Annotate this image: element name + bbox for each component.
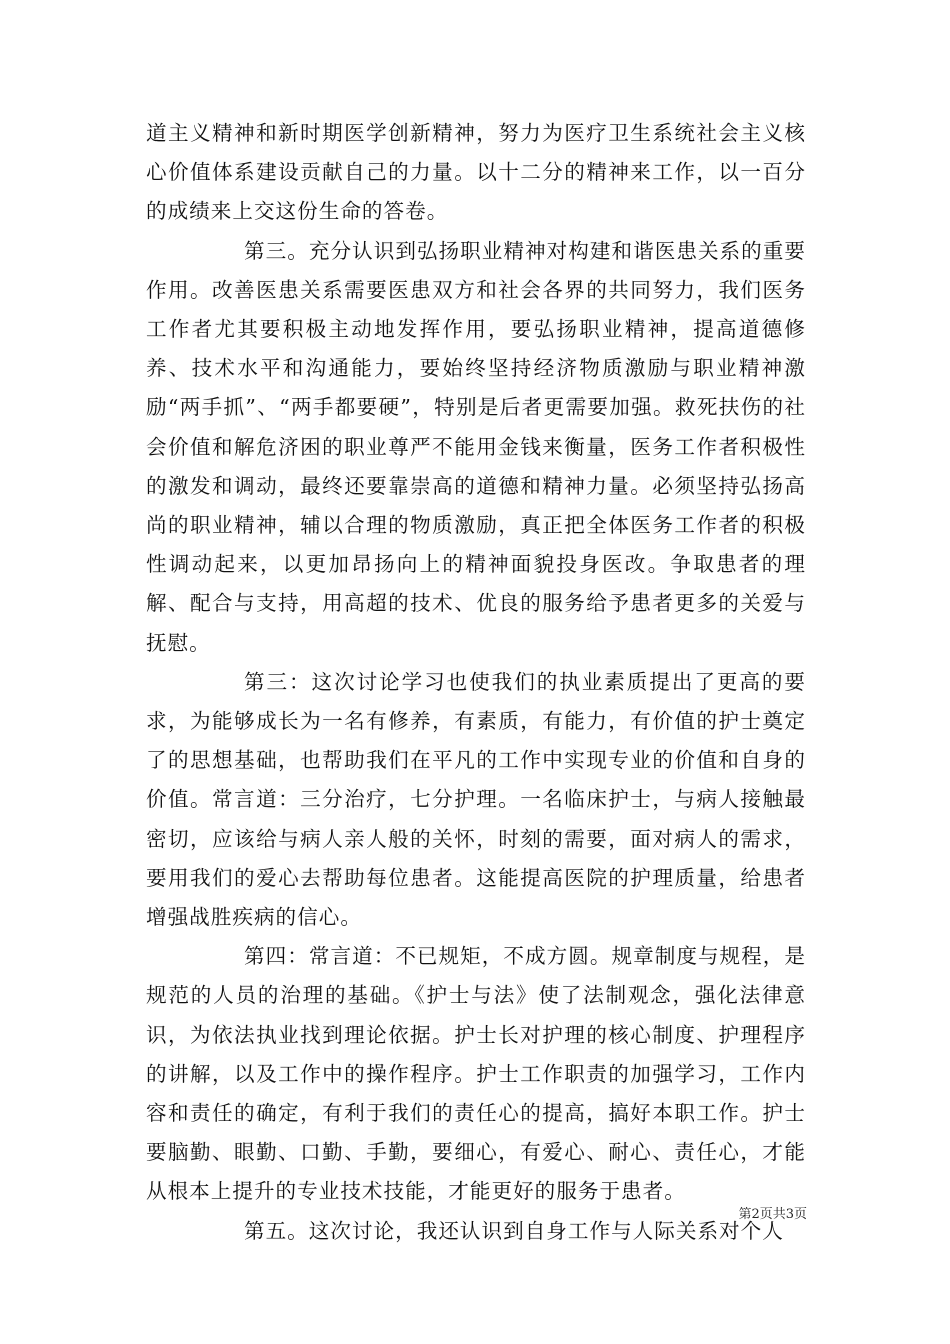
document-body: [146, 114, 806, 1251]
paragraph-fourth-rules: 第四：常言道：不已规矩，不成方圆。规章制度与规程，是规范的人员的治理的基础。《护士与法》使了法制观念，强化法律意识，为依法执业找到理论依据。护士长对护理的核心制度、护理程序的讲解，以及工作中的操作程序。护士工作职责的加强学习，工作内容和责任的确定，有利于我们的责任心的提高，搞好本职工作。护士要脑勤、眼勤、口勤、手勤，要细心，有爱心、耐心、责任心，才能从根本上提升的专业技术技能，才能更好的服务于患者。: [146, 944, 806, 1204]
paragraph-fifth-relationships: 第五。这次讨论，我还认识到自身工作与人际关系对个人: [244, 1218, 784, 1243]
paragraph-third-professional-spirit: 第三。充分认识到弘扬职业精神对构建和谐医患关系的重要作用。改善医患关系需要医患双方和社会各界的共同努力，我们医务工作者尤其要积极主动地发挥作用，要弘扬职业精神，提高道德修养、技术水平和沟通能力，要始终坚持经济物质激励与职业精神激励“两手抓”、“两手都要硬”，特别是后者更需要加强。救死扶伤的社会价值和解危济困的职业尊严不能用金钱来衡量，医务工作者积极性的激发和调动，最终还要靠崇高的道德和精神力量。必须坚持弘扬高尚的职业精神，辅以合理的物质激励，真正把全体医务工作者的积极性调动起来，以更加昂扬向上的精神面貌投身医改。争取患者的理解、配合与支持，用高超的技术、优良的服务给予患者更多的关爱与抚慰。: [146, 238, 806, 655]
page-number-footer: 第2页共3页: [738, 1207, 807, 1222]
paragraph-third-nursing-quality: 第三：这次讨论学习也使我们的执业素质提出了更高的要求，为能够成长为一名有修养，有素质，有能力，有价值的护士奠定了的思想基础，也帮助我们在平凡的工作中实现专业的价值和自身的价值。常言道：三分治疗，七分护理。一名临床护士，与病人接触最密切，应该给与病人亲人般的关怀，时刻的需要，面对病人的需求，要用我们的爱心去帮助每位患者。这能提高医院的护理质量，给患者增强战胜疾病的信心。: [146, 669, 806, 930]
paragraph-continuation: 道主义精神和新时期医学创新精神，努力为医疗卫生系统社会主义核心价值体系建设贡献自己的力量。以十二分的精神来工作，以一百分的成绩来上交这份生命的答卷。: [146, 121, 806, 224]
